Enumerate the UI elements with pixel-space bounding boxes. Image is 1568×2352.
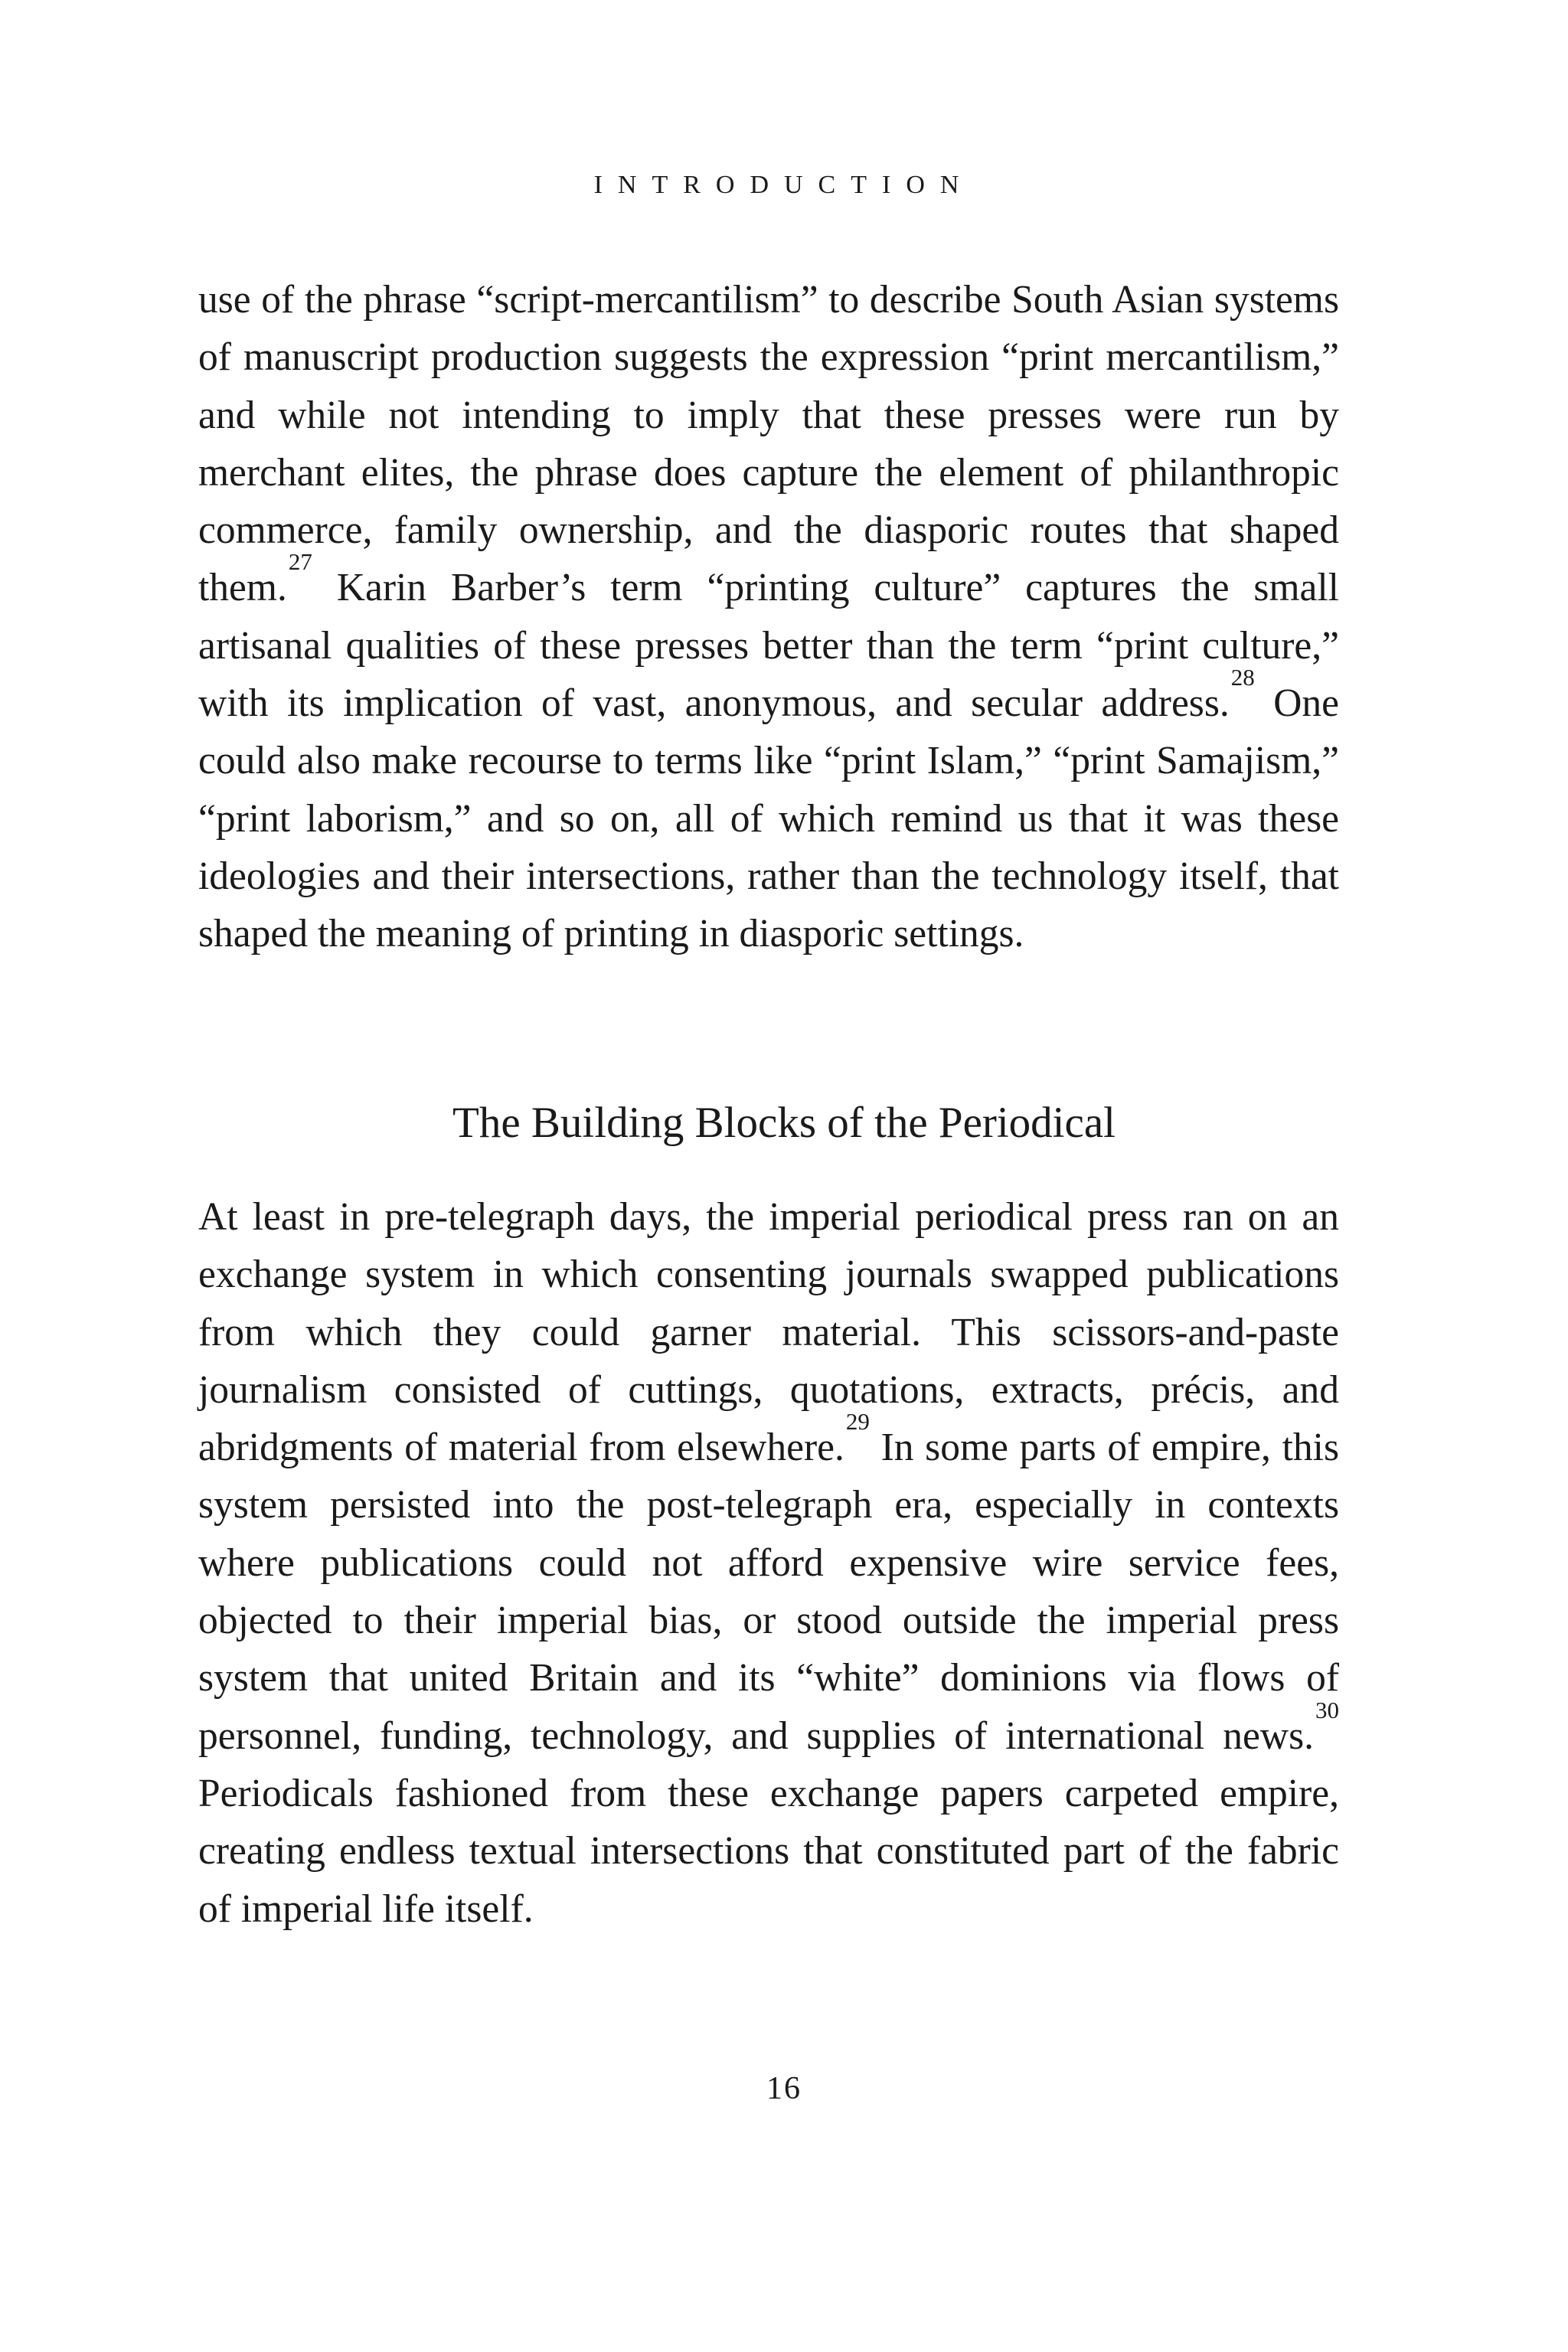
footnote-ref-29[interactable]: 29 xyxy=(845,1408,870,1436)
page-number: 16 xyxy=(766,2071,802,2106)
paragraph-2-text-b: In some parts of empire, this system persisted into the post-telegraph era, especially in contexts where publications could not afford expensive wire service fees, objected to their imperial bias, or stood outside the imperial press system that united Britain and its “white” dominions via flows of personnel, funding, technology, and supplies of international news. xyxy=(198,1426,1339,1758)
body-paragraph-1 xyxy=(198,271,1339,963)
running-head: INTRODUCTION xyxy=(593,171,975,199)
body-paragraph-2 xyxy=(198,1188,1339,1938)
paragraph-1-text-c: One could also make recourse to terms like “print Islam,” “print Samajism,” “print laborism,” and so on, all of which remind us that it was these ideologies and their intersections, rather than the technology itself, that shaped the meaning of printing in diasporic settings. xyxy=(198,681,1339,956)
footnote-ref-27[interactable]: 27 xyxy=(288,548,312,576)
section-heading: The Building Blocks of the Periodical xyxy=(452,1099,1116,1147)
footnote-ref-28[interactable]: 28 xyxy=(1230,663,1255,691)
paragraph-1-text-b: Karin Barber’s term “printing culture” captures the small artisanal qualities of these presses better than the term “print culture,” with its implication of vast, anonymous, and secular address. xyxy=(198,566,1339,726)
paragraph-2-text-a: At least in pre-telegraph days, the imperial periodical press ran on an exchange system in which consenting journals swapped publications from which they could garner material. This scissors-and-paste journalism consisted of cuttings, quotations, extracts, précis, and abridgments of material from elsewhere. xyxy=(198,1195,1339,1470)
paragraph-2-text-c: Periodicals fashioned from these exchange papers carpeted empire, creating endless textual intersections that constituted part of the fabric of imperial life itself. xyxy=(198,1771,1339,1931)
footnote-ref-30[interactable]: 30 xyxy=(1315,1696,1339,1723)
paragraph-1-text-a: use of the phrase “script-mercantilism” to describe South Asian systems of manuscript production suggests the expression “print mercantilism,” and while not intending to imply that these presses were run by merchant elites, the phrase does capture the element of philanthropic commerce, family ownership, and the diasporic routes that shaped them. xyxy=(198,278,1339,610)
